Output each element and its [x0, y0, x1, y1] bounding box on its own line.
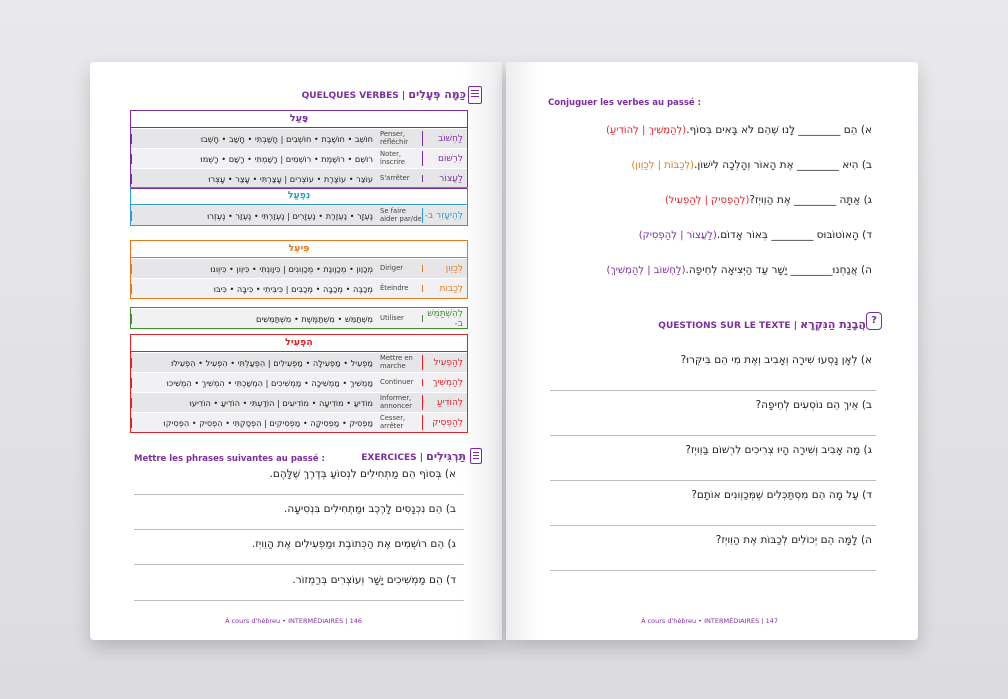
verb-row [131, 168, 467, 188]
verb-infinitive: לְכַוֵון [445, 263, 463, 274]
questions-header-fr: QUESTIONS SUR LE TEXTE | [658, 321, 797, 331]
conj-hint: (לְכַבּוֹת | לְכַוֵון) [631, 160, 695, 171]
sentence-4: ד) הֵם מַמְשִׁיכִים יָשָׁר וְעוֹצְרִים בְּרַמְזוֹר. [292, 574, 456, 586]
verb-french: Cesser, arrêter [377, 415, 423, 430]
verb-box-title: פָּעַל [131, 111, 467, 128]
conj-text: ג) אַתָּה ________ אֶת הַוֵויְז? [749, 194, 872, 206]
question-2: ב) אֵיךְ הֵם נוֹסְעִים לְחֵיפָה? [755, 399, 872, 411]
verb-infinitive: לְהֵיעָזֵר ב- [424, 210, 463, 221]
exercise-instruction: Mettre les phrases suivantes au passé : [134, 454, 325, 464]
conj-text: ה) אֲנַחְנוּ________ יָשָׁר עַד הַיְּצִיאָה לְחֵיפָה. [685, 264, 872, 276]
verbs-header-he: כַּמָּה פְּעָלִים [408, 88, 466, 101]
questions-header-he: הֲבָנַת הַנִּקְרָא [800, 318, 866, 331]
verb-box [130, 307, 468, 329]
verb-conjugation: חוֹשֵׁב • חוֹשֶׁבֶת • חוֹשְׁבִים | חָשַׁבְתִּי • חָשַׁב • חָשְׁבוּ [131, 134, 377, 144]
verb-row [131, 308, 467, 328]
conj-item-3 [665, 194, 872, 206]
exercises-header-he: תַּרְגִּילִים [426, 450, 466, 463]
question-4: ד) עַל מָה הֵם מִסְתַּכְּלִים שֶׁמְּכַוְונִים אוֹתָם? [691, 489, 872, 501]
verb-box-title: נִפְעַל [131, 188, 467, 205]
answer-line[interactable] [550, 525, 876, 526]
conj-item-4 [639, 229, 872, 241]
verb-conjugation: רוֹשֵׁם • רוֹשֶׁמֶת • רוֹשְׁמִים | רָשַׁמְתִּי • רָשַׁם • רָשְׁמוּ [131, 154, 377, 164]
verb-french: Penser, réfléchir [377, 131, 423, 146]
questions-header [658, 318, 866, 331]
verbs-header-fr: QUELQUES VERBES | [301, 91, 406, 101]
verb-conjugation: מְכַבֶּה • מְכַבָּה • מְכַבִּים | כִּיבִּיתִי • כִּיבָּה • כִּיבּוּ [131, 284, 377, 294]
sentence-2: ב) הֵם נִכְנָסִים לָרֶכֶב וּמַתְחִילִים בִּנְסִיעָה. [284, 503, 456, 515]
verb-conjugation: מַפְעִיל • מַפְעִילָה • מַפְעִילִים | הִפְעַלְתִּי • הִפְעִיל • הִפְעִילוּ [131, 358, 377, 368]
verb-row [131, 258, 467, 278]
exercises-header [361, 450, 466, 463]
answer-line[interactable] [134, 600, 464, 601]
verb-infinitive: לַעֲצוֹר [439, 173, 463, 184]
conj-hint: (לַחְשׁוֹב | לְהַמְשִׁיךְ) [606, 265, 686, 276]
answer-line[interactable] [550, 435, 876, 436]
verb-french: Diriger [377, 265, 423, 273]
verb-infinitive: לִרְשׁוֹם [438, 153, 463, 164]
verb-box [130, 240, 468, 299]
conj-hint: (לַעֲצוֹר | לְהַפְסִיק) [638, 230, 717, 241]
verb-box [130, 110, 468, 189]
verb-conjugation: מַפְסִיק • מַפְסִיקָה • מַפְסִיקִים | הִפְסַקְתִּי • הִפְסִיק • הִפְסִיקוּ [131, 418, 377, 428]
verb-infinitive: לְהִשְׁתַּמֵּשׁ ב- [427, 308, 463, 329]
verb-infinitive: לְהַמְשִׁיךְ [432, 377, 463, 388]
conj-text: ד) הָאוֹטוֹבּוּס ________ בְּאוֹר אָדוֹם. [716, 229, 872, 241]
right-page [506, 62, 918, 640]
question-3: ג) מָה אָבִיב וְשִׁירָה הָיוּ צְרִיכִים לִרְשׁוֹם בַּוֵויְז? [685, 444, 872, 456]
verb-french: S'arrêter [377, 175, 423, 183]
verb-conjugation: מְכַוֵון • מְכַוֶונֶת • מְכַוְונִים | כִּיוַונְתִּי • כִּיוֵון • כִּיוְונוּ [131, 264, 377, 274]
verb-conjugation: עוֹצֵר • עוֹצֶרֶת • עוֹצְרִים | עָצַרְתִּי • עָצַר • עָצְרוּ [131, 174, 377, 184]
verb-french: Informer, annoncer [377, 395, 423, 410]
conj-text: א) הֵם ________ לָנוּ שֶׁהֵם לֹא בָּאִים בְּסוֹף. [686, 124, 872, 136]
answer-line[interactable] [134, 564, 464, 565]
conjugate-instruction: Conjuguer les verbes au passé : [548, 98, 702, 108]
answer-line[interactable] [134, 494, 464, 495]
conj-item-1 [606, 124, 872, 136]
verb-box-title: פִּיעֵל [131, 241, 467, 258]
verb-row [131, 128, 467, 148]
conj-hint: (לְהַפְסִיק | לְהַפְעִיל) [664, 195, 750, 206]
verb-infinitive: לַחְשׁוֹב [437, 133, 463, 144]
conj-item-5 [606, 264, 872, 276]
verb-infinitive: לְכַבּוֹת [439, 283, 463, 294]
sentence-3: ג) הֵם רוֹשְׁמִים אֶת הַכְּתוֹבֶת וּמַפְעִילִים אֶת הַוֵויְז. [251, 538, 456, 550]
verb-french: Éteindre [377, 285, 423, 293]
verb-box [130, 334, 468, 433]
verb-french: Noter, inscrire [377, 151, 423, 166]
answer-line[interactable] [550, 390, 876, 391]
verb-row [131, 392, 467, 412]
verb-conjugation: מַמְשִׁיךְ • מַמְשִׁיכָה • מַמְשִׁיכִים | הִמְשַׁכְתִּי • הִמְשִׁיךְ • הִמְשִׁיכוּ [131, 378, 377, 388]
verb-french: Se faire aider par/de [377, 208, 423, 223]
question-1: א) לְאָן נָסְעוּ שִׁירָה וְאָבִיב וְאֶת מִי הֵם בִּיקְּרוּ? [680, 354, 872, 366]
verb-french: Mettre en marche [377, 355, 423, 370]
answer-line[interactable] [550, 570, 876, 571]
verb-box-title: הִפְעִיל [131, 335, 467, 352]
exercises-header-fr: EXERCICES | [361, 453, 424, 463]
verb-conjugation: מִשְׁתַּמֵּשׁ • מִשְׁתַּמֶּשֶׁת • מִשְׁתַּמְּשִׁים [131, 314, 377, 324]
answer-line[interactable] [550, 480, 876, 481]
verb-row [131, 148, 467, 168]
verb-row [131, 352, 467, 372]
conj-text: ב) הִיא ________ אֶת הָאוֹר וְהָלְכָה לִישׁוֹן. [694, 159, 872, 171]
verbs-header [302, 88, 466, 101]
verb-box [130, 187, 468, 226]
verb-conjugation: מוֹדִיעַ • מוֹדִיעָה • מוֹדִיעִים | הוֹדַעְתִּי • הוֹדִיעַ • הוֹדִיעוּ [131, 398, 377, 408]
conj-item-2 [631, 159, 872, 171]
puzzle-question-icon: ? [866, 312, 882, 330]
book-icon [468, 86, 482, 104]
verb-row [131, 278, 467, 298]
verb-infinitive: לְהַפְעִיל [433, 357, 463, 368]
conj-hint: (לְהַמְשִׁיךְ | לְהוֹדִיעַ) [605, 125, 687, 136]
footer-right: À cours d'hébreu • INTERMÉDIAIRES | 147 [641, 617, 778, 625]
footer-left: À cours d'hébreu • INTERMÉDIAIRES | 146 [225, 617, 362, 625]
verb-row [131, 412, 467, 432]
verb-infinitive: לְהַפְסִיק [432, 417, 463, 428]
verb-row [131, 205, 467, 225]
answer-line[interactable] [134, 529, 464, 530]
pen-icon [470, 448, 482, 464]
verb-conjugation: נֶעְזָר • נֶעְזֶרֶת • נֶעְזָרִים | נֶעְזַרְתִּי • נֶעְזַר • נֶעְזְרוּ [131, 211, 377, 221]
verb-french: Continuer [377, 379, 423, 387]
verb-row [131, 372, 467, 392]
verb-french: Utiliser [377, 315, 423, 323]
sentence-1: א) בְּסוֹף הֵם מַתְחִילִים לִנְסוֹעַ בְּדֶרֶךְ שֶׁלָּהֶם. [269, 468, 456, 480]
verb-infinitive: לְהוֹדִיעַ [436, 397, 463, 408]
question-5: ה) לָמָּה הֵם יְכוֹלִים לְכַבּוֹת אֶת הַוֵויְז? [715, 534, 872, 546]
left-page [90, 62, 502, 640]
